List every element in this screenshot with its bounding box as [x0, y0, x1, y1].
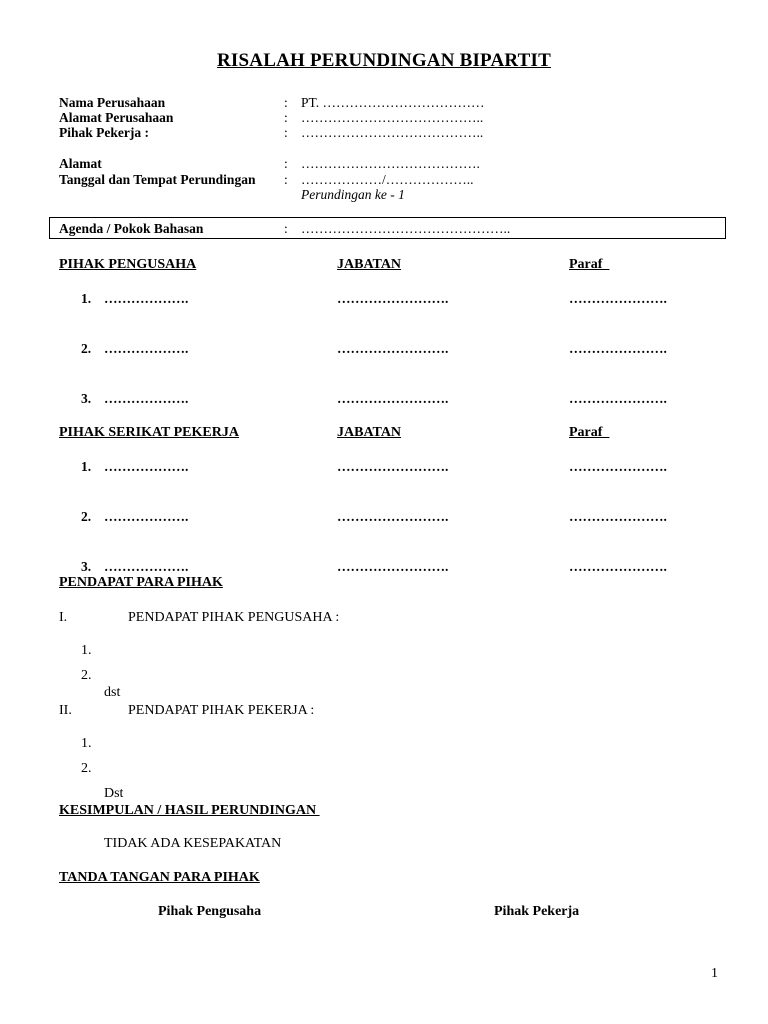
- name-field: ……………….: [104, 291, 189, 306]
- document-title: RISALAH PERUNDINGAN BIPARTIT: [217, 50, 551, 71]
- row-number: 1.: [81, 291, 92, 306]
- alamat-label: Alamat: [59, 156, 102, 171]
- colon: :: [284, 125, 288, 140]
- paraf-header: Paraf: [569, 425, 610, 440]
- dst-text: Dst: [104, 786, 124, 801]
- jabatan-header: JABATAN: [337, 425, 402, 440]
- paraf-header: Paraf: [569, 257, 610, 272]
- jabatan-field: …………………….: [337, 341, 449, 356]
- list-item: 1.: [81, 643, 92, 658]
- pihak-pekerja-label: Pihak Pekerja :: [59, 125, 149, 140]
- row-number: 2.: [81, 341, 92, 356]
- pihak-pekerja-value: …………………………………..: [301, 125, 484, 140]
- page-number: 1: [711, 966, 718, 981]
- colon: :: [284, 221, 288, 236]
- pengusaha-header: PIHAK PENGUSAHA: [59, 257, 197, 272]
- serikat-header: PIHAK SERIKAT PEKERJA: [59, 425, 239, 440]
- name-field: ……………….: [104, 391, 189, 406]
- name-field: ……………….: [104, 341, 189, 356]
- section-roman: II.: [59, 703, 72, 718]
- list-item: 1.: [81, 736, 92, 751]
- agenda-label: Agenda / Pokok Bahasan: [59, 221, 204, 236]
- tanda-tangan-header: TANDA TANGAN PARA PIHAK: [59, 870, 260, 885]
- nama-perusahaan-label: Nama Perusahaan: [59, 95, 166, 110]
- tanggal-value: ………………/………………..: [301, 172, 474, 187]
- paraf-field: ………………….: [569, 459, 667, 474]
- jabatan-field: …………………….: [337, 509, 449, 524]
- name-field: ……………….: [104, 559, 189, 574]
- name-field: ……………….: [104, 509, 189, 524]
- paraf-field: ………………….: [569, 341, 667, 356]
- section-title: PENDAPAT PIHAK PEKERJA :: [128, 703, 315, 718]
- signature-label-pengusaha: Pihak Pengusaha: [158, 904, 262, 919]
- kesimpulan-header: KESIMPULAN / HASIL PERUNDINGAN: [59, 803, 320, 818]
- jabatan-field: …………………….: [337, 459, 449, 474]
- paraf-field: ………………….: [569, 391, 667, 406]
- pendapat-header: PENDAPAT PARA PIHAK: [59, 575, 223, 590]
- dst-text: dst: [104, 685, 121, 700]
- jabatan-field: …………………….: [337, 559, 449, 574]
- paraf-field: ………………….: [569, 509, 667, 524]
- section-roman: I.: [59, 610, 68, 625]
- alamat-perusahaan-label: Alamat Perusahaan: [59, 110, 174, 125]
- colon: :: [284, 110, 288, 125]
- signature-label-pekerja: Pihak Pekerja: [494, 904, 580, 919]
- list-item: 2.: [81, 668, 92, 683]
- name-field: ……………….: [104, 459, 189, 474]
- alamat-perusahaan-value: …………………………………..: [301, 110, 484, 125]
- tanggal-label: Tanggal dan Tempat Perundingan: [59, 172, 256, 187]
- colon: :: [284, 172, 288, 187]
- nama-perusahaan-value: PT. ………………………………: [301, 95, 485, 110]
- jabatan-field: …………………….: [337, 391, 449, 406]
- alamat-value: ………………………………….: [301, 156, 480, 171]
- row-number: 1.: [81, 459, 92, 474]
- row-number: 3.: [81, 391, 92, 406]
- jabatan-field: …………………….: [337, 291, 449, 306]
- paraf-field: ………………….: [569, 291, 667, 306]
- kesimpulan-value: TIDAK ADA KESEPAKATAN: [104, 836, 282, 851]
- colon: :: [284, 95, 288, 110]
- colon: :: [284, 156, 288, 171]
- jabatan-header: JABATAN: [337, 257, 402, 272]
- agenda-value: ………………………………………..: [301, 221, 511, 236]
- section-title: PENDAPAT PIHAK PENGUSAHA :: [128, 610, 340, 625]
- paraf-field: ………………….: [569, 559, 667, 574]
- perundingan-ke: Perundingan ke - 1: [301, 187, 405, 202]
- row-number: 3.: [81, 559, 92, 574]
- row-number: 2.: [81, 509, 92, 524]
- list-item: 2.: [81, 761, 92, 776]
